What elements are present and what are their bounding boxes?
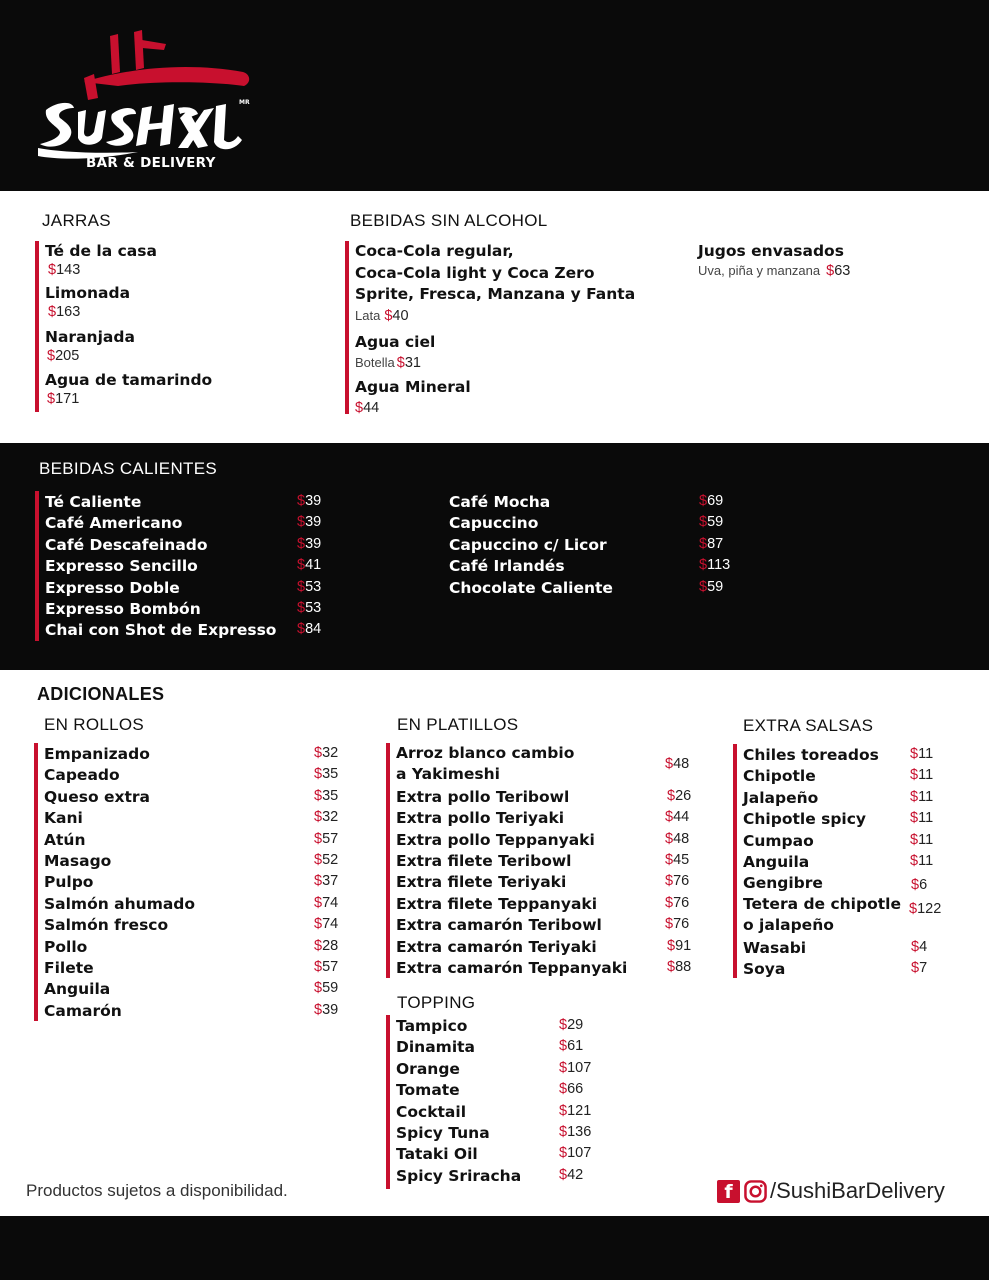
brand-subtitle: BAR & DELIVERY bbox=[86, 155, 216, 171]
sin-alcohol-title: BEBIDAS SIN ALCOHOL bbox=[350, 211, 548, 230]
list-item: Filete $57 bbox=[44, 958, 339, 977]
list-item: Extra filete Teppanyaki $76 bbox=[396, 894, 690, 913]
footer-band bbox=[0, 1216, 989, 1280]
list-item: Tomate $66 bbox=[396, 1081, 584, 1100]
social-links[interactable] bbox=[717, 1178, 945, 1204]
instagram-icon[interactable] bbox=[744, 1180, 767, 1203]
list-item: Arroz blanco cambio a Yakimeshi $48 bbox=[396, 744, 690, 784]
item-note: Uva, piña y manzana $63 bbox=[698, 263, 851, 279]
facebook-icon[interactable]: f bbox=[717, 1180, 740, 1203]
list-item: Chai con Shot de Expresso $84 bbox=[45, 621, 322, 640]
item-name: Naranjada bbox=[45, 328, 135, 346]
item-note: Botella $31 bbox=[355, 354, 421, 371]
jugos-item: Jugos envasados Uva, piña y manzana $63 bbox=[698, 242, 851, 279]
list-item: Salmón ahumado $74 bbox=[44, 894, 339, 913]
list-item: Tataki Oil $107 bbox=[396, 1145, 592, 1164]
list-item: Extra pollo Teribowl $26 bbox=[396, 787, 692, 806]
list-item: Jalapeño $11 bbox=[743, 788, 934, 807]
rollos-list bbox=[34, 743, 354, 1021]
list-item: Café Americano $39 bbox=[45, 514, 322, 533]
list-item: Chipotle $11 bbox=[743, 767, 934, 786]
list-item: Masago $52 bbox=[44, 851, 339, 870]
list-item: Pulpo $37 bbox=[44, 873, 339, 892]
list-item: Capuccino $59 bbox=[449, 514, 724, 533]
topping-title: TOPPING bbox=[397, 993, 476, 1012]
item-price: $171 bbox=[47, 391, 80, 407]
list-item: Anguila $59 bbox=[44, 980, 339, 999]
list-item: Salmón fresco $74 bbox=[44, 916, 339, 935]
list-item: Orange $107 bbox=[396, 1059, 592, 1078]
adicionales-title: ADICIONALES bbox=[37, 684, 165, 704]
item-note: Lata $40 bbox=[355, 307, 409, 324]
list-item bbox=[45, 241, 212, 283]
list-item: Expresso Sencillo $41 bbox=[45, 557, 322, 576]
jarras-list bbox=[35, 241, 212, 412]
list-item: Café Mocha $69 bbox=[449, 493, 724, 511]
list-item: Chipotle spicy $11 bbox=[743, 810, 934, 829]
list-item: Capeado $35 bbox=[44, 766, 339, 785]
list-item: Atún $57 bbox=[44, 830, 339, 849]
list-item: Coca-Cola regular, Coca-Cola light y Coca Zero Sprite, Fresca, Manzana y Fanta Lata $40 bbox=[355, 242, 636, 324]
list-item: Gengibre $6 bbox=[743, 874, 928, 894]
list-item: Empanizado $32 bbox=[44, 745, 339, 763]
list-item: Café Irlandés $113 bbox=[449, 557, 731, 576]
list-item: Tetera de chipotle o jalapeño $122 bbox=[743, 894, 942, 935]
availability-note: Productos sujetos a disponibilidad. bbox=[26, 1181, 288, 1200]
list-item: Agua ciel Botella $31 bbox=[355, 332, 635, 373]
list-item: Extra camarón Teribowl $76 bbox=[396, 916, 690, 935]
list-item: Soya $7 bbox=[743, 959, 928, 978]
list-item: Queso extra $35 bbox=[44, 787, 339, 806]
item-price: $205 bbox=[47, 348, 80, 364]
list-item: Tampico $29 bbox=[396, 1017, 584, 1035]
list-item: Camarón $39 bbox=[44, 1001, 339, 1020]
list-item: Chiles toreados $11 bbox=[743, 746, 934, 764]
calientes-left-list bbox=[35, 491, 335, 641]
item-price: $143 bbox=[48, 262, 81, 278]
list-item: Spicy Sriracha $42 bbox=[396, 1166, 584, 1185]
list-item: Kani $32 bbox=[44, 809, 339, 828]
calientes-right-list bbox=[449, 491, 749, 598]
list-item: Anguila $11 bbox=[743, 852, 934, 871]
sin-alcohol-list bbox=[345, 241, 635, 414]
item-name: Agua de tamarindo bbox=[45, 371, 213, 389]
item-price: $163 bbox=[48, 304, 81, 320]
rollos-title: EN ROLLOS bbox=[44, 715, 145, 734]
calientes-title: BEBIDAS CALIENTES bbox=[39, 459, 217, 478]
list-item: Dinamita $61 bbox=[396, 1038, 584, 1057]
list-item: Capuccino c/ Licor $87 bbox=[449, 535, 724, 554]
list-item: Extra filete Teriyaki $76 bbox=[396, 873, 690, 892]
trademark-mark: MR bbox=[239, 99, 250, 106]
list-item: Extra camarón Teriyaki $91 bbox=[396, 937, 692, 956]
platillos-list bbox=[386, 743, 706, 978]
item-price: $44 bbox=[355, 399, 380, 416]
list-item: Extra pollo Teppanyaki $48 bbox=[396, 830, 690, 849]
item-name: Limonada bbox=[45, 284, 131, 302]
salsas-list bbox=[733, 744, 963, 978]
list-item: Expresso Bombón $53 bbox=[45, 599, 322, 618]
social-handle[interactable]: /SushiBarDelivery bbox=[770, 1178, 945, 1203]
platillos-title: EN PLATILLOS bbox=[397, 715, 519, 734]
topping-list bbox=[386, 1015, 626, 1189]
jarras-title: JARRAS bbox=[42, 211, 111, 230]
list-item: Extra pollo Teriyaki $44 bbox=[396, 809, 690, 828]
list-item bbox=[45, 327, 212, 370]
item-name: Té de la casa bbox=[45, 242, 157, 260]
list-item: Agua Mineral $44 bbox=[355, 377, 635, 418]
list-item: Cocktail $121 bbox=[396, 1102, 592, 1121]
list-item: Café Descafeinado $39 bbox=[45, 535, 322, 554]
list-item: Wasabi $4 bbox=[743, 938, 928, 957]
list-item: Chocolate Caliente $59 bbox=[449, 578, 724, 597]
list-item: Extra camarón Teppanyaki $88 bbox=[396, 958, 692, 977]
list-item: Pollo $28 bbox=[44, 937, 339, 956]
salsas-title: EXTRA SALSAS bbox=[743, 716, 874, 735]
list-item: Extra filete Teribowl $45 bbox=[396, 851, 690, 870]
list-item: Spicy Tuna $136 bbox=[396, 1123, 592, 1142]
list-item bbox=[45, 283, 212, 327]
list-item: Expresso Doble $53 bbox=[45, 578, 322, 597]
list-item: Té Caliente $39 bbox=[45, 493, 322, 511]
list-item: Cumpao $11 bbox=[743, 831, 934, 850]
list-item bbox=[45, 370, 212, 412]
